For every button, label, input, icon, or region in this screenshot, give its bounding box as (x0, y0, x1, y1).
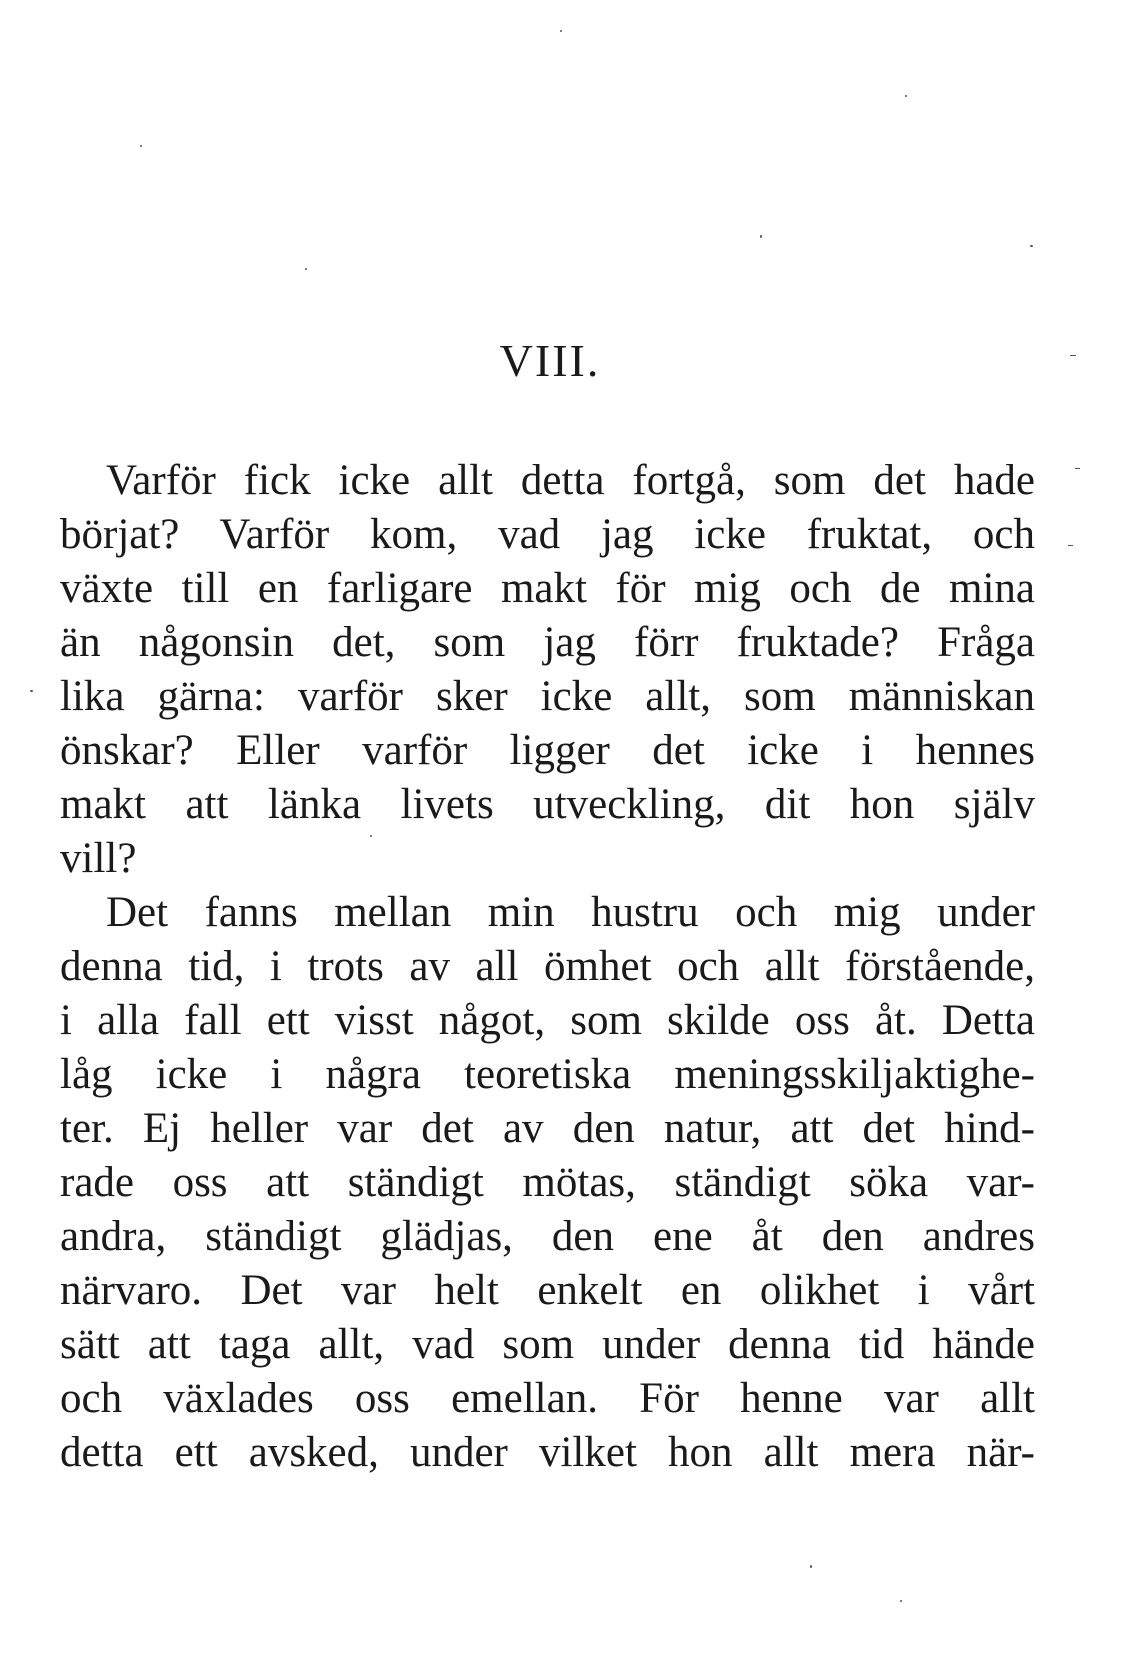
paragraph-2 (60, 886, 1035, 1480)
body-text (60, 454, 1035, 1480)
scan-speck (810, 1565, 812, 1568)
text-line: närvaro. Det var helt enkelt en olikhet i vårt (60, 1267, 1035, 1314)
chapter-heading: VIII. (499, 335, 601, 386)
text-line: sätt att taga allt, vad som under denna tid hände (60, 1321, 1035, 1368)
scan-speck (140, 145, 142, 147)
text-line: denna tid, i trots av all ömhet och allt förstående, (60, 943, 1035, 990)
text-line: än någonsin det, som jag förr fruktade? Fråga (60, 619, 1035, 666)
scan-speck (560, 30, 562, 32)
text-line: i alla fall ett visst något, som skilde oss åt. Detta (60, 997, 1035, 1044)
text-line: makt att länka livets utveckling, dit hon själv (60, 781, 1035, 828)
text-line: Det fanns mellan min hustru och mig under (106, 889, 1035, 936)
text-line: låg icke i några teoretiska meningsskiljaktighe- (60, 1051, 1035, 1098)
scan-speck (30, 690, 33, 692)
scan-speck (1075, 468, 1080, 469)
scan-speck (305, 268, 307, 270)
paragraph-1 (60, 454, 1035, 886)
text-line: och växlades oss emellan. För henne var allt (60, 1375, 1035, 1422)
scan-speck (900, 1600, 902, 1602)
text-line: ter. Ej heller var det av den natur, att det hind- (60, 1105, 1035, 1152)
scan-speck (1030, 245, 1033, 247)
scan-speck (1070, 355, 1076, 356)
text-line: önskar? Eller varför ligger det icke i hennes (60, 727, 1035, 774)
scan-speck (905, 95, 907, 97)
text-line: rade oss att ständigt mötas, ständigt söka var- (60, 1159, 1035, 1206)
text-line: andra, ständigt glädjas, den ene åt den andres (60, 1213, 1035, 1260)
text-line: börjat? Varför kom, vad jag icke fruktat, och (60, 511, 1035, 558)
text-line: vill? (60, 835, 137, 882)
text-line: lika gärna: varför sker icke allt, som människan (60, 673, 1035, 720)
scan-speck (370, 835, 372, 837)
text-line: växte till en farligare makt för mig och de mina (60, 565, 1035, 612)
scan-speck (760, 235, 762, 238)
text-line: detta ett avsked, under vilket hon allt mera när- (60, 1429, 1035, 1476)
scan-speck (1068, 545, 1073, 546)
text-line: Varför fick icke allt detta fortgå, som det hade (106, 457, 1035, 504)
